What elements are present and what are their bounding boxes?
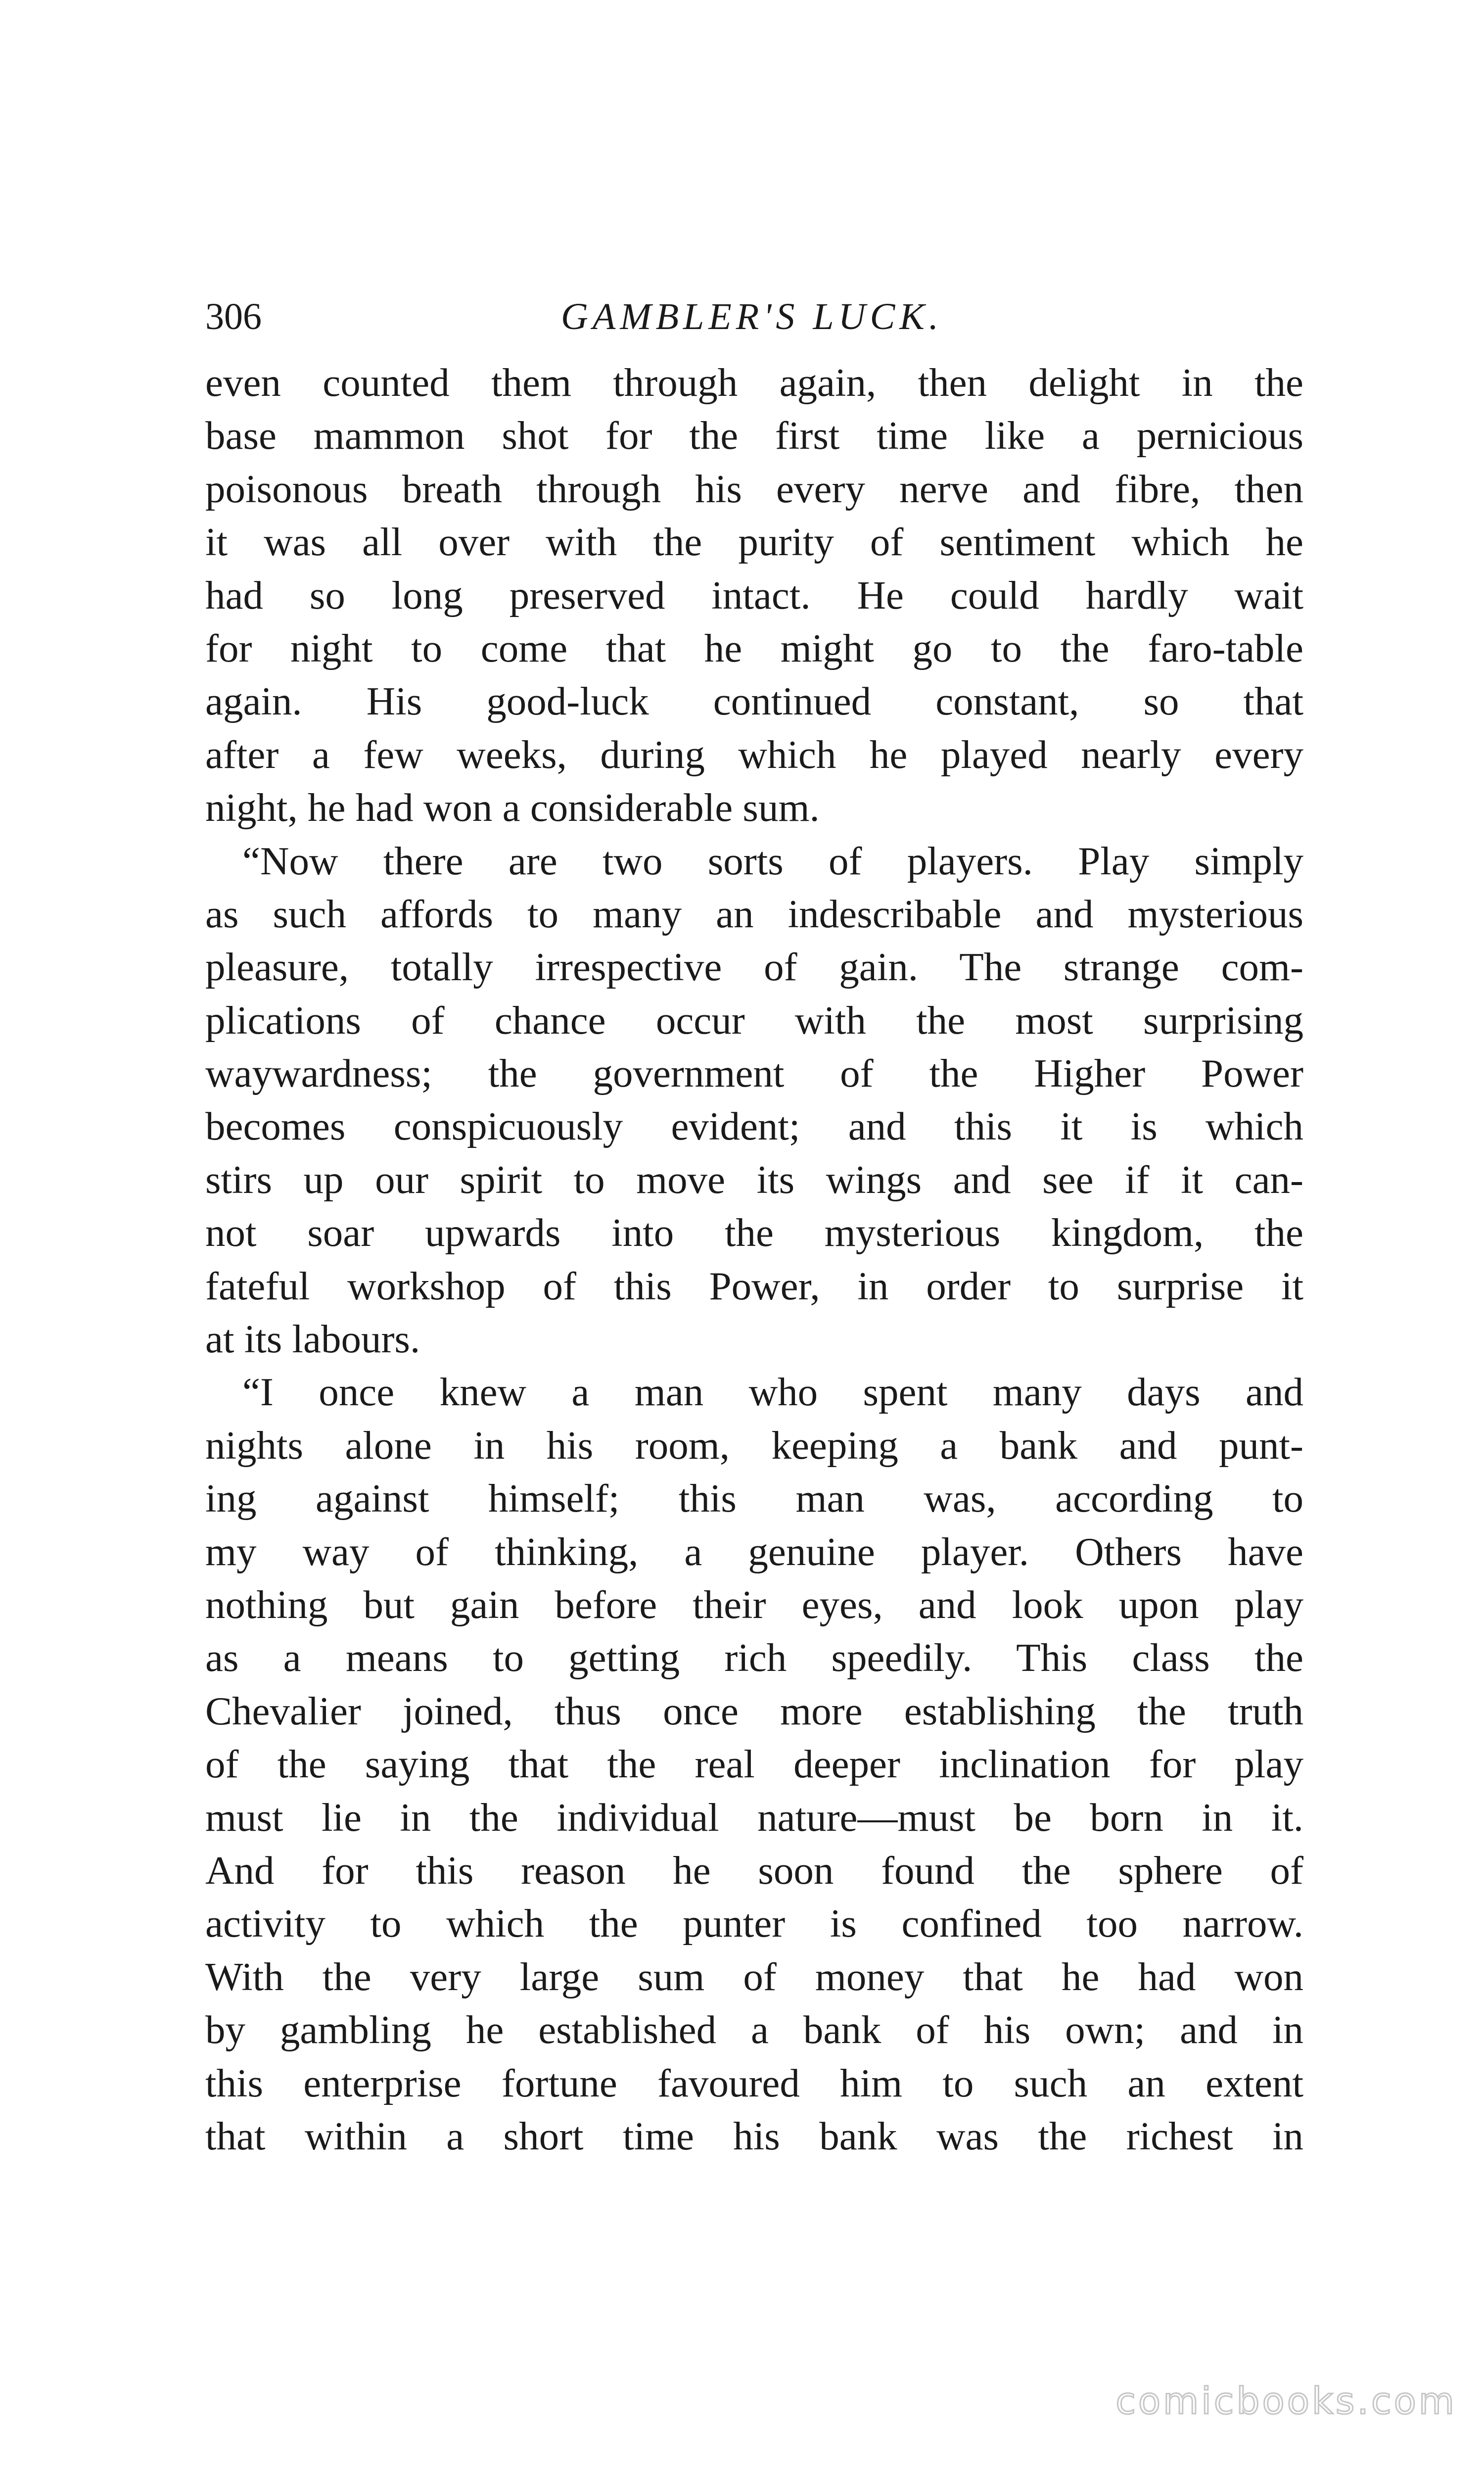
text-line: for night to come that he might go to the faro-table <box>205 625 1303 670</box>
text-line: not soar upwards into the mysterious kingdom, the <box>205 1210 1303 1255</box>
text-line: even counted them through again, then delight in the <box>205 360 1303 405</box>
text-line: fateful workshop of this Power, in order to surprise it <box>205 1263 1303 1308</box>
text-line: as such affords to many an indescribable and mysterious <box>205 891 1303 936</box>
running-title: GAMBLER'S LUCK. <box>561 296 943 337</box>
text-line: nothing but gain before their eyes, and look upon play <box>205 1582 1303 1627</box>
text-line: this enterprise fortune favoured him to such an extent <box>205 2060 1303 2105</box>
text-line: after a few weeks, during which he played nearly every <box>205 732 1303 777</box>
text-line: had so long preserved intact. He could hardly wait <box>205 572 1303 618</box>
text-line: base mammon shot for the first time like a pernicious <box>205 413 1303 458</box>
text-line: by gambling he established a bank of his own; and in <box>205 2007 1303 2052</box>
text-line: it was all over with the purity of sentiment which he <box>205 520 1303 565</box>
text-line: activity to which the punter is confined too narrow. <box>205 1901 1303 1946</box>
text-line: And for this reason he soon found the sphere of <box>205 1848 1303 1893</box>
text-line: as a means to getting rich speedily. This class the <box>205 1635 1303 1680</box>
text-line: my way of thinking, a genuine player. Others have <box>205 1529 1303 1574</box>
page-number: 306 <box>205 296 262 337</box>
text-line: night, he had won a considerable sum. <box>205 785 820 830</box>
text-line: nights alone in his room, keeping a bank and punt- <box>205 1423 1303 1468</box>
text-line: Chevalier joined, thus once more establishing the truth <box>205 1688 1303 1733</box>
text-line: stirs up our spirit to move its wings and see if it can- <box>205 1157 1303 1202</box>
text-line: plications of chance occur with the most surprising <box>205 998 1303 1043</box>
text-line: must lie in the individual nature—must be born in it. <box>205 1795 1303 1840</box>
text-line: pleasure, totally irrespective of gain. The strange com- <box>205 945 1303 990</box>
paragraph-start-line: “Now there are two sorts of players. Play simply <box>242 838 1303 883</box>
body-text <box>205 356 1303 2163</box>
text-line: ing against himself; this man was, according to <box>205 1476 1303 1521</box>
watermark: comicbooks.com <box>1115 2380 1457 2423</box>
text-line: at its labours. <box>205 1317 420 1362</box>
text-line: again. His good-luck continued constant, so that <box>205 679 1303 724</box>
text-line: With the very large sum of money that he had won <box>205 1954 1303 1999</box>
text-line: waywardness; the government of the Higher Power <box>205 1051 1303 1096</box>
text-line: becomes conspicuously evident; and this it is which <box>205 1104 1303 1149</box>
text-line: of the saying that the real deeper inclination for play <box>205 1742 1303 1787</box>
text-line: poisonous breath through his every nerve and fibre, then <box>205 466 1303 511</box>
running-head <box>205 289 1298 344</box>
paragraph-start-line: “I once knew a man who spent many days and <box>242 1370 1303 1415</box>
text-line: that within a short time his bank was the richest in <box>205 2113 1303 2158</box>
